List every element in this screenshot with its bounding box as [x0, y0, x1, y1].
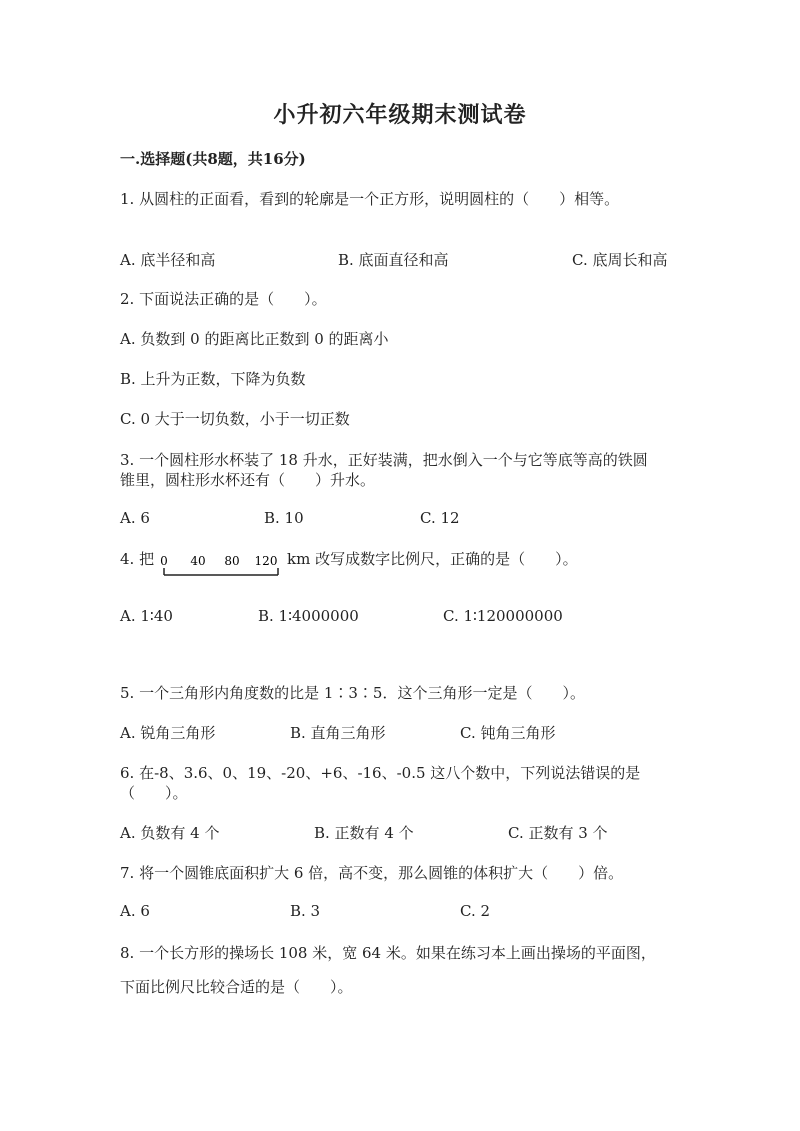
question-8-line-1: 8. 一个长方形的操场长 108 米，宽 64 米。如果在练习本上画出操场的平面图， — [120, 944, 656, 962]
question-6-line-2: （ ）。 — [120, 784, 188, 802]
q5-option-c[interactable]: C. 钝角三角形 — [460, 724, 556, 742]
q3-option-a[interactable]: A. 6 — [120, 509, 150, 527]
q7-option-b[interactable]: B. 3 — [290, 902, 321, 920]
section-heading: 一.选择题(共8题，共16分) — [120, 150, 306, 168]
question-4-prefix: 4. 把 — [120, 550, 155, 568]
q2-option-a[interactable]: A. 负数到 0 的距离比正数到 0 的距离小 — [120, 330, 389, 348]
question-1: 1. 从圆柱的正面看，看到的轮廓是一个正方形，说明圆柱的（ ）相等。 — [120, 190, 620, 208]
q1-option-a[interactable]: A. 底半径和高 — [120, 251, 216, 269]
q7-option-a[interactable]: A. 6 — [120, 902, 150, 920]
question-3-line-1: 3. 一个圆柱形水杯装了 18 升水，正好装满，把水倒入一个与它等底等高的铁圆 — [120, 451, 648, 469]
q1-option-b[interactable]: B. 底面直径和高 — [338, 251, 449, 269]
page-title: 小升初六年级期末测试卷 — [273, 102, 527, 128]
scale-label-0: 0 — [160, 554, 168, 568]
question-5: 5. 一个三角形内角度数的比是 1∶3∶5．这个三角形一定是（ ）。 — [120, 684, 585, 702]
q7-option-c[interactable]: C. 2 — [460, 902, 491, 920]
q1-option-c[interactable]: C. 底周长和高 — [572, 251, 668, 269]
q6-option-a[interactable]: A. 负数有 4 个 — [120, 824, 220, 842]
q4-option-c[interactable]: C. 1∶120000000 — [443, 607, 563, 625]
q2-option-c[interactable]: C. 0 大于一切负数，小于一切正数 — [120, 410, 350, 428]
question-8-line-2: 下面比例尺比较合适的是（ ）。 — [120, 978, 353, 996]
q2-option-b[interactable]: B. 上升为正数，下降为负数 — [120, 370, 306, 388]
q5-option-a[interactable]: A. 锐角三角形 — [120, 724, 216, 742]
question-7: 7. 将一个圆锥底面积扩大 6 倍，高不变，那么圆锥的体积扩大（ ）倍。 — [120, 864, 624, 882]
q6-option-b[interactable]: B. 正数有 4 个 — [314, 824, 414, 842]
q5-option-b[interactable]: B. 直角三角形 — [290, 724, 386, 742]
scale-label-120: 120 — [254, 554, 278, 568]
q3-option-b[interactable]: B. 10 — [264, 509, 304, 527]
q4-option-b[interactable]: B. 1∶4000000 — [258, 607, 359, 625]
scale-bar — [158, 553, 284, 583]
question-4-suffix: km 改写成数字比例尺，正确的是（ ）。 — [287, 550, 578, 568]
scale-label-80: 80 — [224, 554, 240, 568]
q4-option-a[interactable]: A. 1∶40 — [120, 607, 173, 625]
question-6-line-1: 6. 在-8、3.6、0、19、-20、+6、-16、-0.5 这八个数中，下列说法错误的是 — [120, 764, 641, 782]
question-2: 2. 下面说法正确的是（ ）。 — [120, 290, 327, 308]
q3-option-c[interactable]: C. 12 — [420, 509, 460, 527]
question-3-line-2: 锥里，圆柱形水杯还有（ ）升水。 — [120, 471, 376, 489]
scale-label-40: 40 — [190, 554, 206, 568]
scale-bar-graphic — [158, 553, 284, 583]
q6-option-c[interactable]: C. 正数有 3 个 — [508, 824, 608, 842]
